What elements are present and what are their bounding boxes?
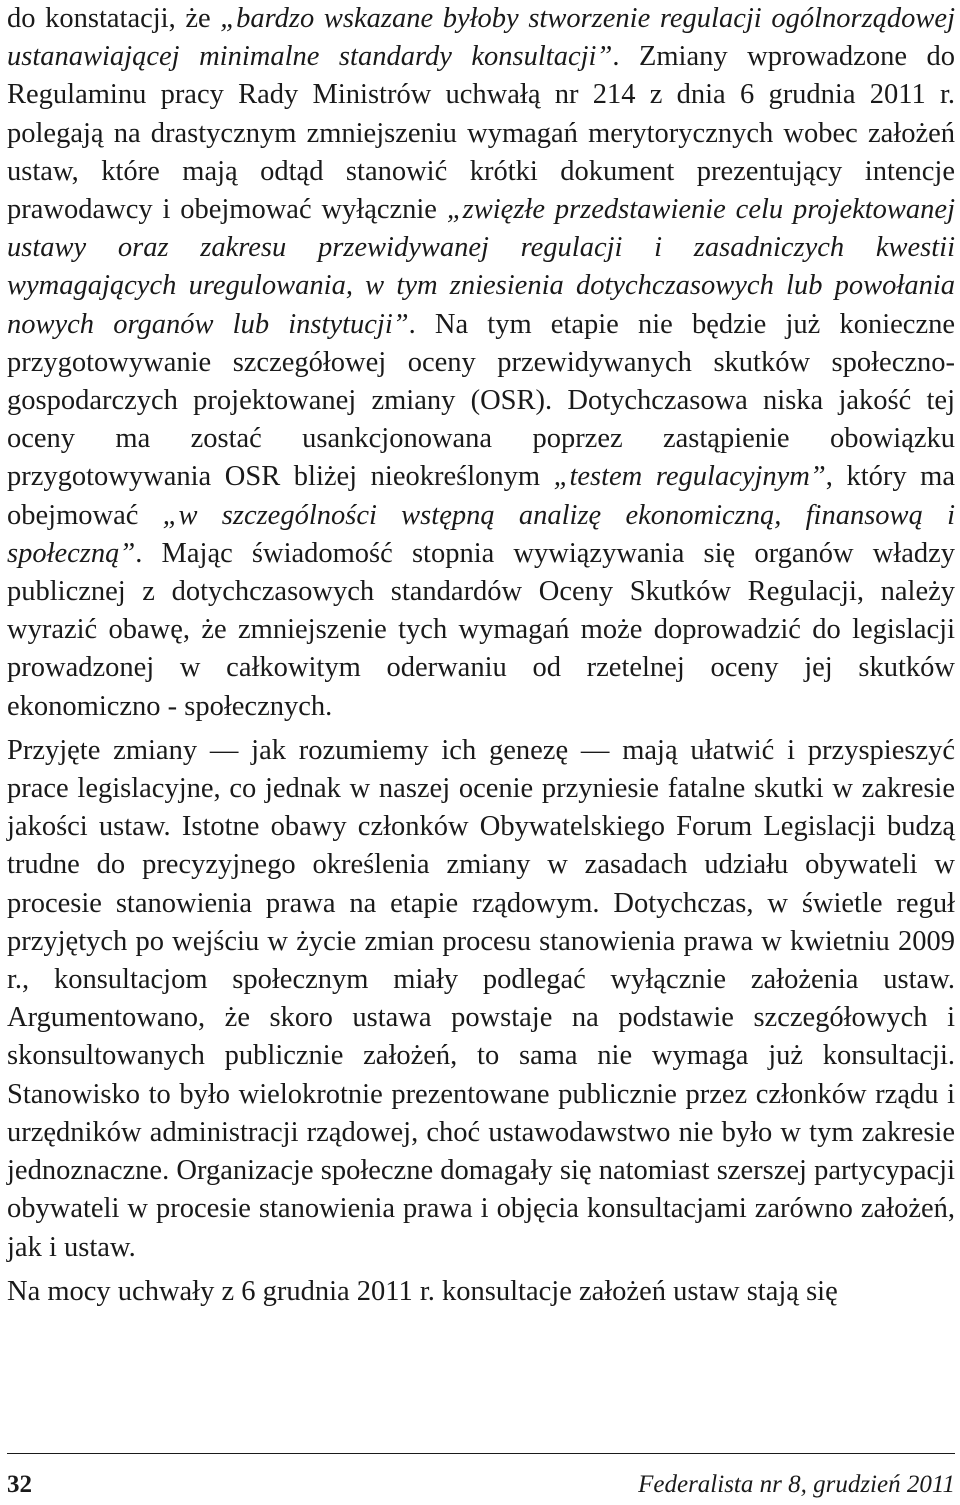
- paragraph-3: [7, 1273, 955, 1311]
- text-segment: . Na tym etapie nie będzie już konieczne przygotowywanie szczegółowej oceny przewidywanych skutków społeczno-gospodarczych projektowanej zmiany (OSR). Dotychczasowa niska jakość tej oceny ma zostać usankcjonowana poprzez zastąpienie obowiązku przygotowywania OSR bliżej nieokreślonym: [7, 308, 955, 493]
- page-footer: [7, 1453, 955, 1505]
- page-number: 32: [7, 1471, 32, 1498]
- text-segment: Na mocy uchwały z 6 grudnia 2011 r. konsultacje założeń ustaw stają się: [7, 1275, 838, 1307]
- quote-segment: „zwięzłe przedstawienie celu projektowanej ustawy oraz zakresu przewidywanej regulacji i zasadniczych kwestii wymagających uregulowania, w tym zniesienia dotychczasowych lub powołania nowych organów lub instytucji”: [7, 194, 955, 340]
- quote-segment: „testem regulacyjnym”: [553, 461, 826, 493]
- text-segment: Przyjęte zmiany — jak rozumiemy ich genezę — mają ułatwić i przyspieszyć prace legislacyjne, co jednak w naszej ocenie przyniesie fatalne skutki w zakresie jakości ustaw. Istotne obawy członków Obywatelskiego Forum Legislacji budzą trudne do precyzyjnego określenia zmiany w zasadach udziału obywateli w procesie stanowienia prawa na etapie rządowym. Dotychczas, w świetle reguł przyjętych po wejściu w życie zmian procesu stanowienia prawa w kwietniu 2009 r., konsultacjom społecznym miały podlegać wyłącznie założenia ustaw. Argumentowano, że skoro ustawa powstaje na podstawie szczegółowych i skonsultowanych publicznie założeń, to sama nie wymaga już konsultacji. Stanowisko to było wielokrotnie prezentowane publicznie przez członków rządu i urzędników administracji rządowej, choć ustawodawstwo nie było w tym zakresie jednoznaczne. Organizacje społeczne domagały się natomiast szerszej partycypacji obywateli w procesie stanowienia prawa i objęcia konsultacjami zarówno założeń, jak i ustaw.: [7, 734, 955, 1263]
- paragraph-1: [7, 0, 955, 726]
- text-segment: . Mając świadomość stopnia wywiązywania się organów władzy publicznej z dotychczasowych standardów Oceny Skutków Regulacji, należy wyrazić obawę, że zmniejszenie tych wymagań może doprowadzić do legislacji prowadzonej w całkowitym oderwaniu od rzetelnej oceny jej skutków ekonomiczno - społecznych.: [7, 537, 955, 722]
- paragraph-2: [7, 732, 955, 1267]
- page-body: [7, 0, 955, 1311]
- quote-segment: „bardzo wskazane byłoby stworzenie regulacji ogólnorządowej ustanawiającej minimalne standardy konsultacji”: [7, 3, 955, 73]
- text-segment: , który ma obejmować: [7, 461, 955, 531]
- text-segment: . Zmiany wprowadzone do Regulaminu pracy Rady Ministrów uchwałą nr 214 z dnia 6 grudnia 2011 r. polegają na drastycznym zmniejszeniu wymagań merytorycznych wobec założeń ustaw, które mają odtąd stanowić krótki dokument prezentujący intencje prawodawcy i obejmować wyłącznie: [7, 41, 955, 226]
- quote-segment: „w szczególności wstępną analizę ekonomiczną, finansową i społeczną”: [7, 499, 955, 569]
- text-segment: do konstatacji, że: [7, 3, 221, 34]
- journal-title: Federalista nr 8, grudzień 2011: [638, 1471, 955, 1498]
- footer-divider: [7, 1453, 955, 1454]
